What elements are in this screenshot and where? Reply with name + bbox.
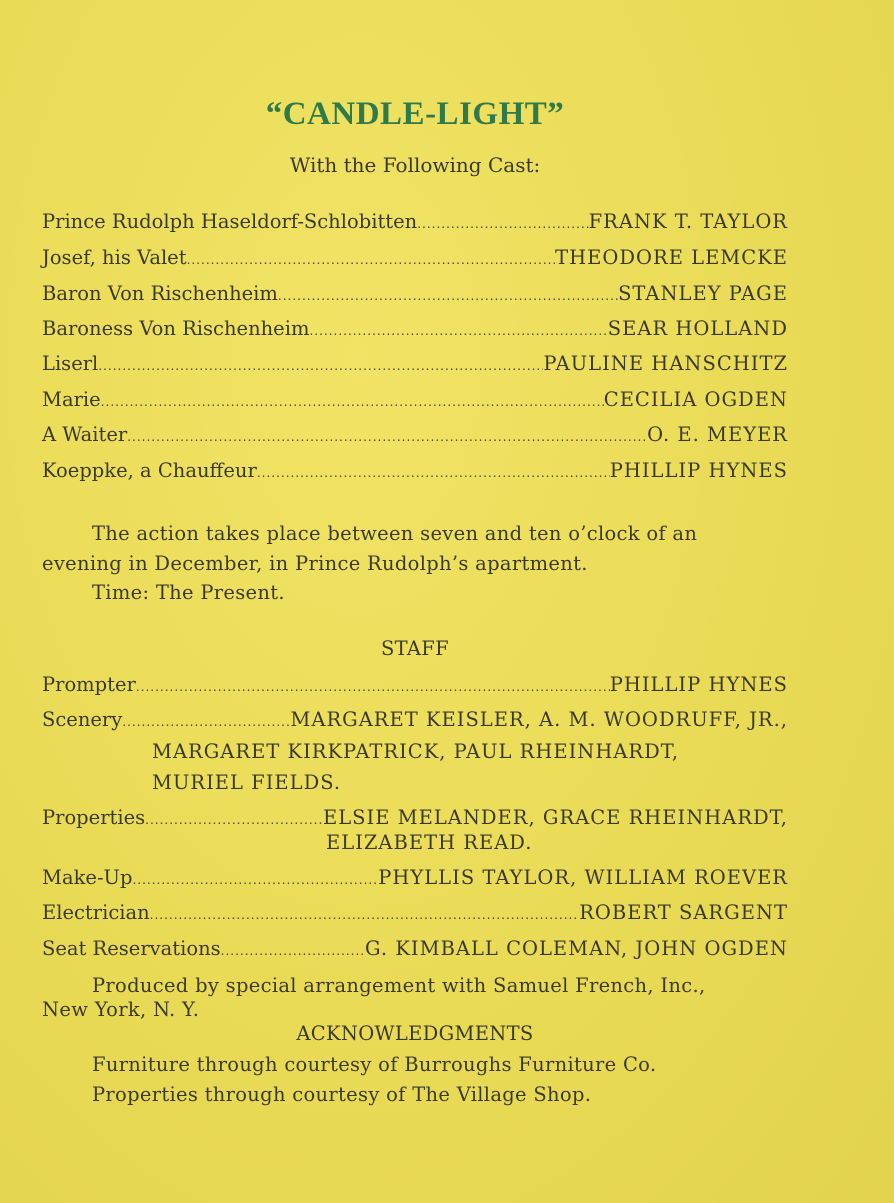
cast-role: Marie: [42, 388, 101, 411]
staff-names: PHILLIP HYNES: [609, 673, 788, 696]
cast-row: [42, 423, 788, 451]
leader-dots: [101, 395, 604, 409]
leader-dots: [122, 715, 290, 729]
leader-dots: [145, 813, 323, 827]
cast-role: Koeppke, a Chauffeur: [42, 459, 257, 482]
staff-role: Properties: [42, 806, 146, 829]
staff-names-continued: MARGARET KIRKPATRICK, PAUL RHEINHARDT,: [152, 740, 680, 763]
cast-role: Liserl: [42, 352, 99, 375]
setting-line: The action takes place between seven and ten o’clock of an: [92, 522, 698, 545]
cast-actor: THEODORE LEMCKE: [555, 246, 788, 269]
cast-actor: STANLEY PAGE: [618, 282, 788, 305]
staff-row-makeup: [42, 866, 788, 894]
cast-row: [42, 459, 788, 487]
acknowledgments-heading: ACKNOWLEDGMENTS: [296, 1022, 534, 1045]
staff-names: ELSIE MELANDER, GRACE RHEINHARDT,: [322, 806, 788, 829]
cast-actor: PHILLIP HYNES: [609, 459, 788, 482]
staff-names: ROBERT SARGENT: [579, 901, 788, 924]
produced-line: New York, N. Y.: [42, 998, 200, 1021]
cast-actor: SEAR HOLLAND: [607, 317, 788, 340]
leader-dots: [221, 944, 365, 958]
cast-row: [42, 317, 788, 345]
acknowledgment-line: Furniture through courtesy of Burroughs Furniture Co.: [92, 1053, 657, 1076]
staff-names: G. KIMBALL COLEMAN, JOHN OGDEN: [365, 937, 788, 960]
cast-actor: O. E. MEYER: [647, 423, 788, 446]
cast-subtitle: With the Following Cast:: [289, 153, 541, 177]
staff-names: MARGARET KEISLER, A. M. WOODRUFF, JR.,: [290, 708, 788, 731]
staff-row-seats: [42, 937, 788, 965]
staff-row-scenery: [42, 708, 788, 736]
leader-dots: [132, 873, 378, 887]
leader-dots: [136, 680, 610, 694]
staff-row-electrician: [42, 901, 788, 929]
leader-dots: [98, 359, 543, 373]
staff-names-continued: MURIEL FIELDS.: [152, 771, 342, 794]
staff-role: Seat Reservations: [42, 937, 221, 960]
cast-row: [42, 388, 788, 416]
staff-role: Prompter: [42, 673, 136, 696]
staff-heading: STAFF: [381, 637, 449, 660]
cast-role: Baron Von Rischenheim: [42, 282, 278, 305]
cast-role: Baroness Von Rischenheim: [42, 317, 310, 340]
leader-dots: [187, 253, 556, 267]
setting-time: Time: The Present.: [92, 581, 285, 604]
cast-actor: FRANK T. TAYLOR: [588, 210, 788, 233]
cast-row: [42, 352, 788, 380]
leader-dots: [127, 430, 647, 444]
acknowledgment-line: Properties through courtesy of The Village Shop.: [92, 1083, 592, 1106]
produced-line: Produced by special arrangement with Samuel French, Inc.,: [92, 974, 706, 997]
staff-names: PHYLLIS TAYLOR, WILLIAM ROEVER: [378, 866, 788, 889]
staff-row-properties: [42, 806, 788, 834]
leader-dots: [278, 289, 618, 303]
staff-role: Electrician: [42, 901, 150, 924]
play-title: “CANDLE-LIGHT”: [265, 96, 565, 132]
cast-actor: PAULINE HANSCHITZ: [543, 352, 788, 375]
staff-role: Scenery: [42, 708, 123, 731]
leader-dots: [417, 217, 588, 231]
cast-row: [42, 210, 788, 238]
staff-role: Make-Up: [42, 866, 133, 889]
leader-dots: [150, 908, 580, 922]
cast-row: [42, 246, 788, 274]
cast-role: Prince Rudolph Haseldorf-Schlobitten: [42, 210, 418, 233]
staff-row-prompter: [42, 673, 788, 701]
leader-dots: [257, 466, 610, 480]
cast-role: A Waiter: [42, 423, 128, 446]
leader-dots: [309, 324, 607, 338]
cast-row: [42, 282, 788, 310]
setting-line: evening in December, in Prince Rudolph’s apartment.: [42, 552, 588, 575]
cast-actor: CECILIA OGDEN: [603, 388, 788, 411]
staff-names-continued: ELIZABETH READ.: [326, 831, 533, 854]
cast-role: Josef, his Valet: [42, 246, 187, 269]
